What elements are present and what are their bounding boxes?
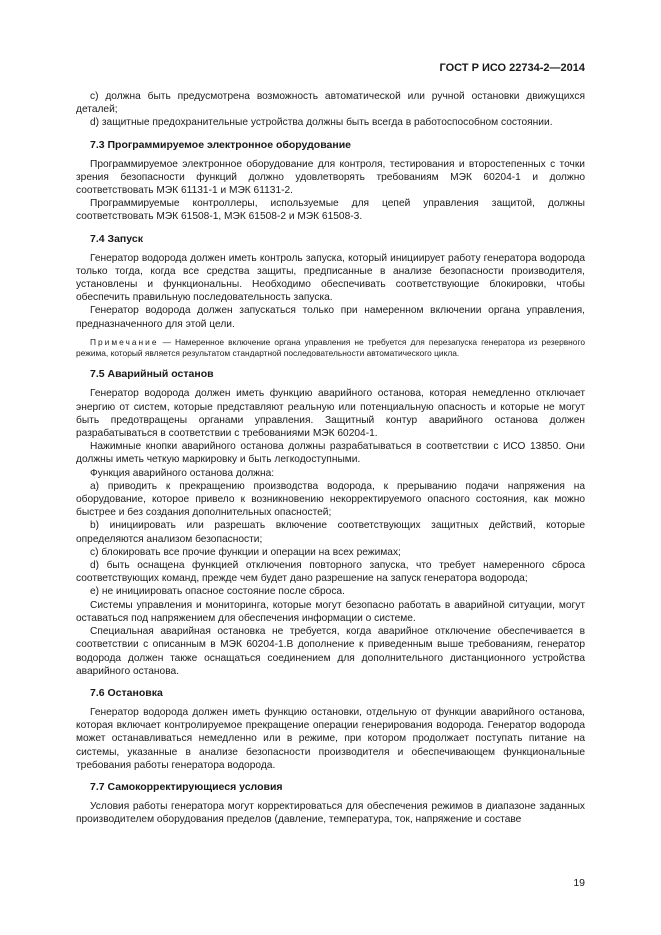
paragraph: Функция аварийного останова должна: [90, 467, 275, 479]
note-label: Примечание [90, 336, 159, 347]
paragraph: Генератор водорода должен иметь функцию аварийного останова, которая немедленно отключает энергию от систем, которые представляют реальную или потенциальную опасность и которые не могут быть предотвращены органами управления. Защитный контур аварийного останова должен разрабатываться в соответствии с требованиями МЭК 60204-1. [76, 388, 585, 440]
section-7-7-title: 7.7 Самокорректирующиеся условия [90, 780, 283, 793]
section-7-3-title: 7.3 Программируемое электронное оборудование [90, 138, 352, 151]
paragraph: Генератор водорода должен запускаться только при намеренном включении органа управления, предназначенного для этой цели. [76, 305, 585, 330]
paragraph: Системы управления и мониторинга, которые могут безопасно работать в аварийной ситуации, могут оставаться под напряжением для обеспечения информации о системе. [76, 599, 585, 624]
list-item: b) инициировать или разрешать включение соответствующих защитных действий, которые определяются анализом безопасности; [76, 520, 585, 545]
note [76, 337, 585, 360]
list-item: d) быть оснащена функцией отключения повторного запуска, что требует намеренного сброса соответствующих команд, прежде чем будет дано разрешение на запуск генератора водорода; [76, 560, 585, 585]
paragraph: Специальная аварийная остановка не требуется, когда аварийное отключение обеспечивается в соответствии с описанным в МЭК 60204-1.В дополнение к приведенным выше требованиям, генератор водорода должен также оснащаться соединением для дополнительного дистанционного устройства аварийного останова. [76, 626, 585, 677]
paragraph: Генератор водорода должен иметь контроль запуска, который инициирует работу генератора водорода только тогда, когда все средства защиты, предписанные в анализе безопасности производителя, установлены и функциональны. Необходимо обеспечивать соответствующие блокировки, чтобы обеспечить правильную последовательность запуска. [76, 252, 585, 304]
paragraph: Программируемые контроллеры, используемые для цепей управления защитой, должны соответствовать МЭК 61508-1, МЭК 61508-2 и МЭК 61508-3. [76, 198, 585, 223]
paragraph: Программируемое электронное оборудование для контроля, тестирования и второстепенных с точки зрения безопасности функций должно удовлетворять требованиям МЭК 60204-1 и должно соответствовать МЭК 61131-1 и МЭК 61131-2. [76, 158, 585, 197]
paragraph: Генератор водорода должен иметь функцию остановки, отдельную от функции аварийного останова, которая включает контролируемое прекращение операции генерирования водорода. Генератор водорода может останавливаться немедленно или в режиме, при котором продолжает поступать питание на системы, указанные в анализе безопасности производителя и обеспечивающем функциональные требования работы генератора водорода. [76, 706, 585, 771]
section-7-6-title: 7.6 Остановка [90, 686, 163, 699]
list-item-d: d) защитные предохранительные устройства должны быть всегда в работоспособном состоянии. [90, 117, 553, 129]
list-item: c) блокировать все прочие функции и операции на всех режимах; [90, 546, 401, 558]
section-7-4-title: 7.4 Запуск [90, 232, 143, 245]
list-item: e) не инициировать опасное состояние после сброса. [90, 586, 345, 598]
list-item-c: c) должна быть предусмотрена возможность автоматической или ручной остановки движущихся деталей; [76, 91, 585, 116]
note-text: — Намеренное включение органа управления не требуется для перезапуска генератора из резервного режима, который является результатом стандартной последовательности автоматического цикла. [76, 336, 585, 359]
standard-header: ГОСТ Р ИСО 22734-2—2014 [439, 62, 585, 74]
section-7-5-title: 7.5 Аварийный останов [90, 368, 214, 381]
paragraph: Условия работы генератора могут корректироваться для обеспечения режимов в диапазоне заданных производителем оборудования пределов (давление, температура, ток, напряжение и составе [76, 800, 585, 826]
page-number: 19 [573, 877, 585, 889]
page-body [76, 90, 585, 826]
list-item: a) приводить к прекращению производства водорода, к прерыванию подачи напряжения на оборудование, которое привело к возникновению некорректируемого опасного состояния, как можно быстрее и без создания дополнительных опасностей; [76, 480, 585, 519]
paragraph: Нажимные кнопки аварийного останова должны разрабатываться в соответствии с ИСО 13850. Они должны иметь четкую маркировку и быть легкодоступными. [76, 441, 585, 466]
